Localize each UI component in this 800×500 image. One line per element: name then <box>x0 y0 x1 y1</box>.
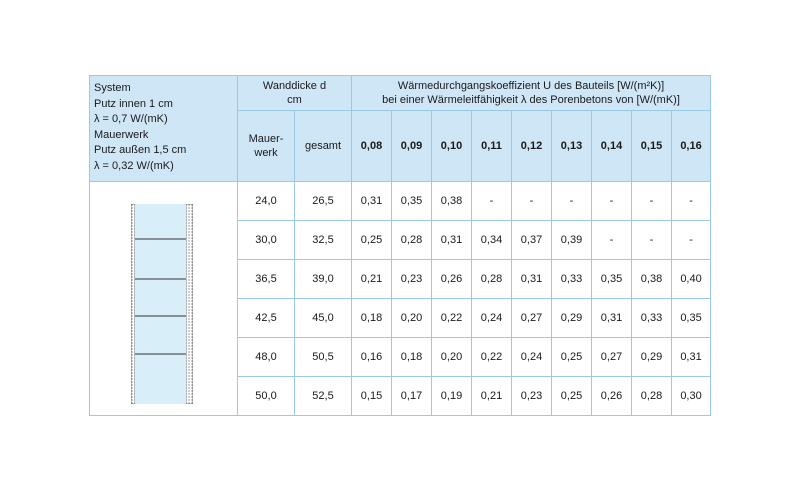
u-value-cell: 0,25 <box>352 221 392 260</box>
u-value-cell: 0,31 <box>592 299 632 338</box>
u-value-cell: 0,27 <box>592 338 632 377</box>
u-value-cell: 0,31 <box>432 221 472 260</box>
u-value-cell: 0,15 <box>352 377 392 416</box>
u-value-cell: - <box>632 221 672 260</box>
gesamt-cell: 32,5 <box>295 221 352 260</box>
gesamt-cell: 52,5 <box>295 377 352 416</box>
u-value-cell: 0,40 <box>672 260 711 299</box>
u-value-cell: - <box>672 221 711 260</box>
u-value-cell: 0,35 <box>392 182 432 221</box>
u-value-cell: 0,34 <box>472 221 512 260</box>
lambda-header: 0,14 <box>592 111 632 182</box>
gesamt-cell: 39,0 <box>295 260 352 299</box>
wanddicke-header <box>238 76 352 111</box>
putz-innen-lambda: λ = 0,7 W/(mK) <box>94 113 168 125</box>
u-value-cell: - <box>632 182 672 221</box>
lambda-header: 0,16 <box>672 111 711 182</box>
u-value-cell: 0,31 <box>512 260 552 299</box>
u-value-cell: 0,38 <box>432 182 472 221</box>
mauerwerk-cell: 42,5 <box>238 299 295 338</box>
system-label: System <box>94 82 131 94</box>
u-value-cell: - <box>472 182 512 221</box>
u-value-cell: 0,26 <box>592 377 632 416</box>
mauerwerk-header-line2: werk <box>254 147 278 159</box>
u-value-cell: 0,38 <box>632 260 672 299</box>
lambda-header: 0,15 <box>632 111 672 182</box>
u-value-cell: - <box>512 182 552 221</box>
table-row <box>90 182 711 221</box>
system-description-header <box>90 76 238 182</box>
u-value-cell: 0,30 <box>672 377 711 416</box>
u-value-cell: 0,22 <box>432 299 472 338</box>
u-value-cell: 0,33 <box>552 260 592 299</box>
gesamt-cell: 26,5 <box>295 182 352 221</box>
mauerwerk-cell: 30,0 <box>238 221 295 260</box>
mauerwerk-cell: 36,5 <box>238 260 295 299</box>
u-value-cell: 0,21 <box>472 377 512 416</box>
u-value-cell: 0,19 <box>432 377 472 416</box>
u-value-cell: 0,23 <box>392 260 432 299</box>
u-value-table-container <box>89 75 710 416</box>
u-value-subtitle: bei einer Wärmeleitfähigkeit λ des Porenbetons von [W/(mK)] <box>382 94 680 106</box>
gesamt-thickness-header: gesamt <box>295 111 352 182</box>
u-value-cell: - <box>592 182 632 221</box>
u-value-cell: 0,24 <box>512 338 552 377</box>
mauerwerk-header-line1: Mauer- <box>248 133 284 145</box>
mauerwerk-cell: 50,0 <box>238 377 295 416</box>
mauerwerk-thickness-header <box>238 111 295 182</box>
u-value-cell: 0,35 <box>592 260 632 299</box>
u-value-cell: 0,20 <box>392 299 432 338</box>
u-value-cell: 0,21 <box>352 260 392 299</box>
lambda-header: 0,08 <box>352 111 392 182</box>
lambda-header: 0,11 <box>472 111 512 182</box>
gesamt-cell: 45,0 <box>295 299 352 338</box>
mauerwerk-cell: 48,0 <box>238 338 295 377</box>
lambda-header: 0,09 <box>392 111 432 182</box>
putz-innen-label: Putz innen 1 cm <box>94 97 173 110</box>
putz-aussen-label: Putz außen 1,5 cm <box>94 144 187 156</box>
wanddicke-label: Wanddicke d <box>262 80 327 92</box>
u-value-cell: 0,18 <box>352 299 392 338</box>
u-value-cell: 0,31 <box>672 338 711 377</box>
u-value-cell: 0,31 <box>352 182 392 221</box>
u-value-cell: 0,25 <box>552 377 592 416</box>
u-value-cell: 0,35 <box>672 299 711 338</box>
u-value-cell: 0,20 <box>432 338 472 377</box>
u-value-cell: 0,37 <box>512 221 552 260</box>
u-value-cell: 0,17 <box>392 377 432 416</box>
gesamt-cell: 50,5 <box>295 338 352 377</box>
wanddicke-unit: cm <box>287 94 302 106</box>
u-value-cell: 0,23 <box>512 377 552 416</box>
lambda-header: 0,13 <box>552 111 592 182</box>
mauerwerk-label: Mauerwerk <box>94 128 149 141</box>
u-value-cell: 0,28 <box>472 260 512 299</box>
u-value-cell: 0,24 <box>472 299 512 338</box>
u-value-cell: - <box>552 182 592 221</box>
lambda-header: 0,10 <box>432 111 472 182</box>
u-value-cell: 0,33 <box>632 299 672 338</box>
u-value-cell: 0,28 <box>632 377 672 416</box>
u-value-cell: 0,18 <box>392 338 432 377</box>
u-value-cell: 0,22 <box>472 338 512 377</box>
u-value-cell: - <box>672 182 711 221</box>
lambda-header: 0,12 <box>512 111 552 182</box>
u-value-cell: 0,28 <box>392 221 432 260</box>
u-value-title: Wärmedurchgangskoeffizient U des Bauteils [W/(m²K)] <box>397 80 665 92</box>
u-value-cell: 0,27 <box>512 299 552 338</box>
u-value-cell: 0,39 <box>552 221 592 260</box>
wall-section-illustration <box>90 182 238 416</box>
putz-aussen-lambda: λ = 0,32 W/(mK) <box>94 159 174 172</box>
u-value-cell: 0,29 <box>632 338 672 377</box>
wall-section-icon <box>131 204 193 404</box>
u-value-cell: 0,25 <box>552 338 592 377</box>
u-value-cell: 0,29 <box>552 299 592 338</box>
u-value-table <box>89 75 711 416</box>
u-value-header <box>352 76 711 111</box>
u-value-cell: - <box>592 221 632 260</box>
u-value-cell: 0,16 <box>352 338 392 377</box>
mauerwerk-cell: 24,0 <box>238 182 295 221</box>
u-value-cell: 0,26 <box>432 260 472 299</box>
